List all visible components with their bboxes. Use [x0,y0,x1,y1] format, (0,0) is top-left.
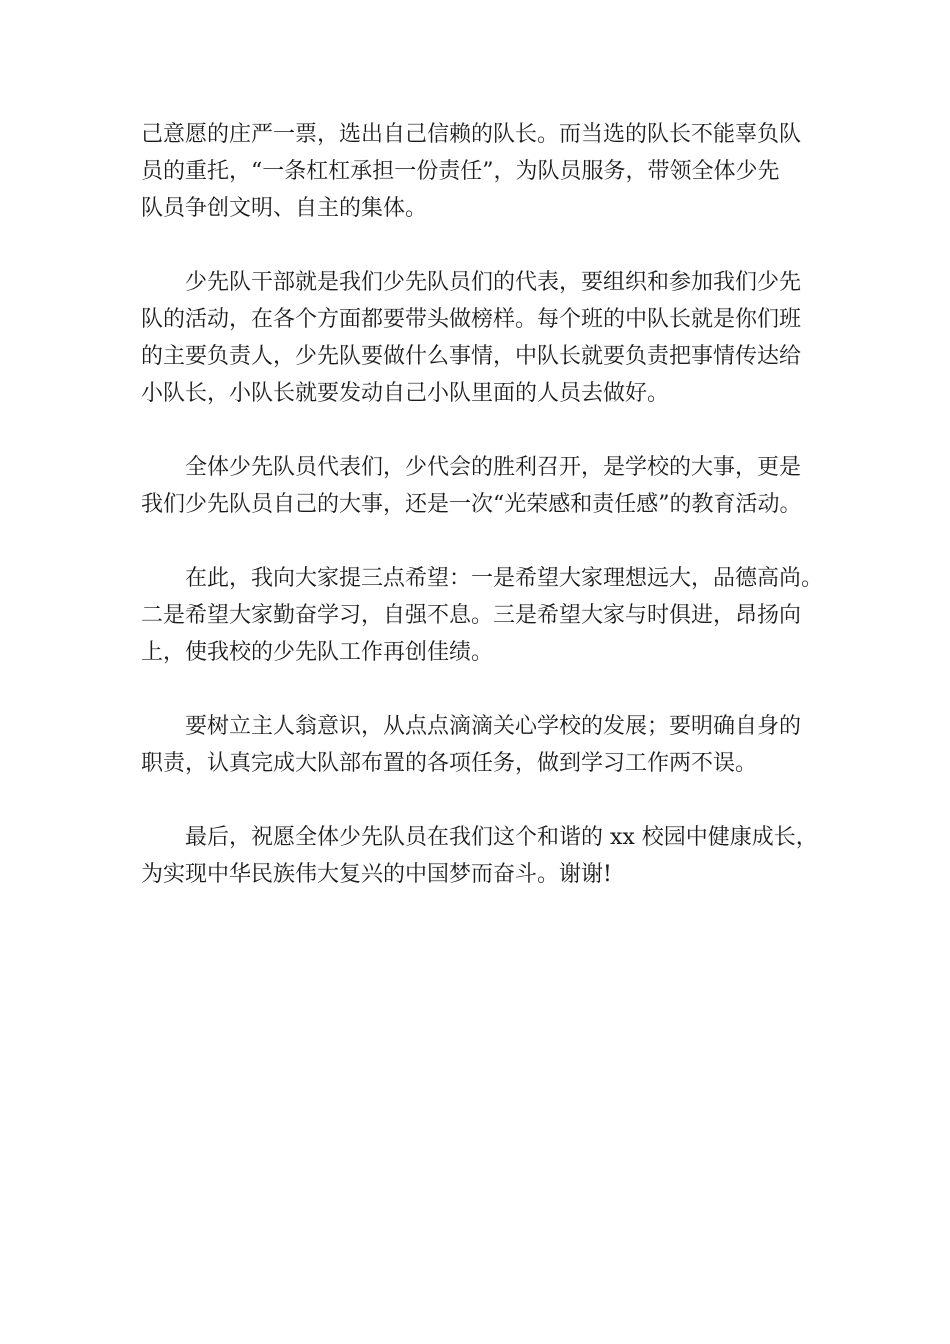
paragraph-line: 的主要负责人，少先队要做什么事情，中队长就要负责把事情传达给 [141,344,802,369]
document-body [141,116,831,930]
paragraph-line: 要树立主人翁意识，从点点滴滴关心学校的发展；要明确自身的 [185,714,802,739]
paragraph-line: 全体少先队员代表们，少代会的胜利召开，是学校的大事，更是 [185,455,802,480]
paragraph-line: 职责，认真完成大队部布置的各项任务，做到学习工作两不误。 [141,751,758,776]
paragraph-line: 上，使我校的少先队工作再创佳绩。 [141,640,494,665]
paragraph-6 [141,819,831,893]
paragraph-line: 队员争创文明、自主的集体。 [141,196,428,221]
paragraph-5 [141,708,831,782]
paragraph-2 [141,264,831,412]
paragraph-3 [141,449,831,523]
paragraph-line: 员的重托，“一条杠杠承担一份责任”，为队员服务，带领全体少先 [141,159,780,184]
paragraph-line: 小队长，小队长就要发动自己小队里面的人员去做好。 [141,381,670,406]
paragraph-line: 最后，祝愿全体少先队员在我们这个和谐的 xx 校园中健康成长， [185,825,818,850]
paragraph-line: 队的活动，在各个方面都要带头做榜样。每个班的中队长就是你们班 [141,307,802,332]
paragraph-line: 我们少先队员自己的大事，还是一次“光荣感和责任感”的教育活动。 [141,492,802,517]
paragraph-line: 在此，我向大家提三点希望：一是希望大家理想远大，品德高尚。 [185,566,824,591]
paragraph-line: 己意愿的庄严一票，选出自己信赖的队长。而当选的队长不能辜负队 [141,122,802,147]
paragraph-line: 二是希望大家勤奋学习，自强不息。三是希望大家与时俱进，昂扬向 [141,603,802,628]
paragraph-line: 为实现中华民族伟大复兴的中国梦而奋斗。谢谢! [141,862,612,887]
paragraph-1 [141,116,831,227]
paragraph-4 [141,560,831,671]
paragraph-line: 少先队干部就是我们少先队员们的代表，要组织和参加我们少先 [185,270,802,295]
